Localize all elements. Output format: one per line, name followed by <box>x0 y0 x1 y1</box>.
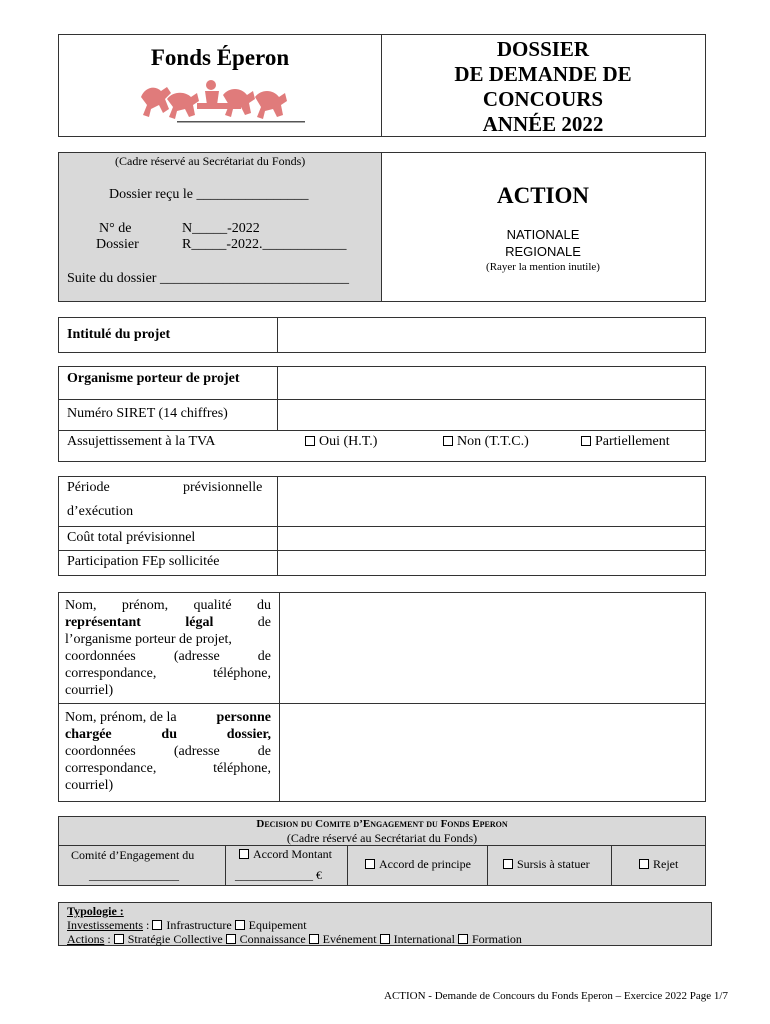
cout-label: Coût total prévisionnel <box>67 530 196 545</box>
secretariat-note: (Cadre réservé au Secrétariat du Fonds) <box>115 154 306 168</box>
decision-note: (Cadre réservé au Secrétariat du Fonds) <box>286 831 478 845</box>
dossier-title-line: ANNÉE 2022 <box>482 112 604 136</box>
numero-national-field[interactable]: N_____-2022 <box>182 221 260 236</box>
formation-checkbox[interactable]: Formation <box>458 932 522 946</box>
actions-row: Actions : Stratégie Collective Connaissance Evénement International Formation <box>67 932 522 946</box>
header-box <box>58 34 706 137</box>
checkbox-icon <box>152 920 162 930</box>
dossier-title <box>381 37 705 137</box>
siret-input[interactable] <box>279 400 705 430</box>
tva-partiel-label: Partiellement <box>595 434 670 449</box>
dossier-title-line: DE DEMANDE DE <box>454 62 632 86</box>
numero-regional-field[interactable]: R_____-2022.____________ <box>182 237 347 252</box>
dossier-title-line: CONCOURS <box>482 87 604 111</box>
checkbox-icon <box>503 859 513 869</box>
checkbox-icon <box>239 849 249 859</box>
typologie-title: Typologie : <box>67 904 124 918</box>
tva-partiel-checkbox[interactable] <box>581 434 670 450</box>
intitule-label: Intitulé du projet <box>67 327 171 342</box>
accord-montant-checkbox[interactable]: Accord Montant <box>239 847 332 862</box>
international-checkbox[interactable]: International <box>380 932 455 946</box>
equipement-checkbox[interactable]: Equipement <box>235 918 307 932</box>
numero-label-1: N° de <box>99 221 132 236</box>
checkbox-icon <box>458 934 468 944</box>
siret-label: Numéro SIRET (14 chiffres) <box>67 406 228 421</box>
row-divider <box>277 318 278 352</box>
col-divider <box>611 845 612 885</box>
row-divider <box>279 593 280 801</box>
tva-label: Assujettissement à la TVA <box>67 434 216 449</box>
strategie-checkbox[interactable]: Stratégie Collective <box>114 932 223 946</box>
checkbox-icon <box>581 436 591 446</box>
periode-label-2: prévisionnelle <box>183 480 263 495</box>
typologie-box <box>58 902 712 946</box>
horse-carriage-logo <box>137 75 307 125</box>
contacts-block <box>58 592 706 802</box>
col-divider <box>225 845 226 885</box>
financement-block <box>58 476 706 576</box>
organisme-label: Organisme porteur de projet <box>67 371 240 386</box>
periode-label-1: Période <box>67 480 110 495</box>
col-divider <box>347 845 348 885</box>
fonds-name: Fonds Éperon <box>150 45 290 70</box>
investissements-label: Investissements <box>67 918 143 932</box>
checkbox-icon <box>235 920 245 930</box>
checkbox-icon <box>365 859 375 869</box>
dossier-title-line: DOSSIER <box>496 37 590 61</box>
nationale-option[interactable]: NATIONALE <box>506 227 580 242</box>
intitule-input[interactable] <box>279 318 705 352</box>
comite-label: Comité d’Engagement du <box>71 848 195 862</box>
checkbox-icon <box>380 934 390 944</box>
checkbox-icon <box>305 436 315 446</box>
comite-date-field[interactable]: _______________ <box>89 868 179 882</box>
periode-label-3: d’exécution <box>67 504 134 519</box>
row-separator <box>59 430 705 431</box>
tva-oui-label: Oui (H.T.) <box>319 434 378 449</box>
dossier-recu-field[interactable]: Dossier reçu le ________________ <box>109 187 309 202</box>
participation-label: Participation FEp sollicitée <box>67 554 220 569</box>
row-separator <box>59 845 705 846</box>
checkbox-icon <box>639 859 649 869</box>
investissements-row: Investissements : Infrastructure Equipement <box>67 918 307 932</box>
action-title: ACTION <box>496 183 589 208</box>
checkbox-icon <box>114 934 124 944</box>
rejet-checkbox[interactable]: Rejet <box>639 857 678 872</box>
accord-principe-checkbox[interactable]: Accord de principe <box>365 857 471 872</box>
decision-box <box>58 816 706 886</box>
sursis-checkbox[interactable]: Sursis à statuer <box>503 857 590 872</box>
montant-field[interactable]: _____________ € <box>235 868 322 882</box>
representant-input[interactable] <box>281 593 705 703</box>
intitule-row <box>58 317 706 353</box>
connaissance-checkbox[interactable]: Connaissance <box>226 932 306 946</box>
personne-label: Nom, prénom, de la personne chargée du dossier, coordonnées (adresse de correspondance, téléphone, courriel) <box>65 710 271 793</box>
representant-label: Nom, prénom, qualité du représentant légal de l’organisme porteur de projet, coordonnées (adresse de correspondance, téléphone, courriel) <box>65 598 271 698</box>
decision-title: Decision du Comite d’Engagement du Fonds Eperon <box>256 818 508 830</box>
cout-input[interactable] <box>279 527 705 550</box>
col-divider <box>487 845 488 885</box>
infrastructure-checkbox[interactable]: Infrastructure <box>152 918 231 932</box>
participation-input[interactable] <box>279 551 705 575</box>
personne-input[interactable] <box>281 704 705 801</box>
regionale-option[interactable]: REGIONALE <box>505 244 581 259</box>
evenement-checkbox[interactable]: Evénement <box>309 932 377 946</box>
page-footer: ACTION - Demande de Concours du Fonds Eperon – Exercice 2022 Page 1/7 <box>384 990 728 1002</box>
secretariat-box <box>58 152 706 302</box>
actions-label: Actions <box>67 932 105 946</box>
numero-label-2: Dossier <box>96 237 139 252</box>
rayer-note: (Rayer la mention inutile) <box>486 261 600 273</box>
checkbox-icon <box>443 436 453 446</box>
organisme-block <box>58 366 706 462</box>
tva-non-checkbox[interactable] <box>443 434 529 450</box>
secretariat-reserved-area <box>59 153 381 301</box>
organisme-input[interactable] <box>279 367 705 399</box>
periode-input[interactable] <box>279 477 705 526</box>
tva-non-label: Non (T.T.C.) <box>457 434 529 449</box>
checkbox-icon <box>226 934 236 944</box>
suite-dossier-field[interactable]: Suite du dossier ___________________________ <box>67 271 349 286</box>
tva-oui-checkbox[interactable] <box>305 434 377 450</box>
checkbox-icon <box>309 934 319 944</box>
